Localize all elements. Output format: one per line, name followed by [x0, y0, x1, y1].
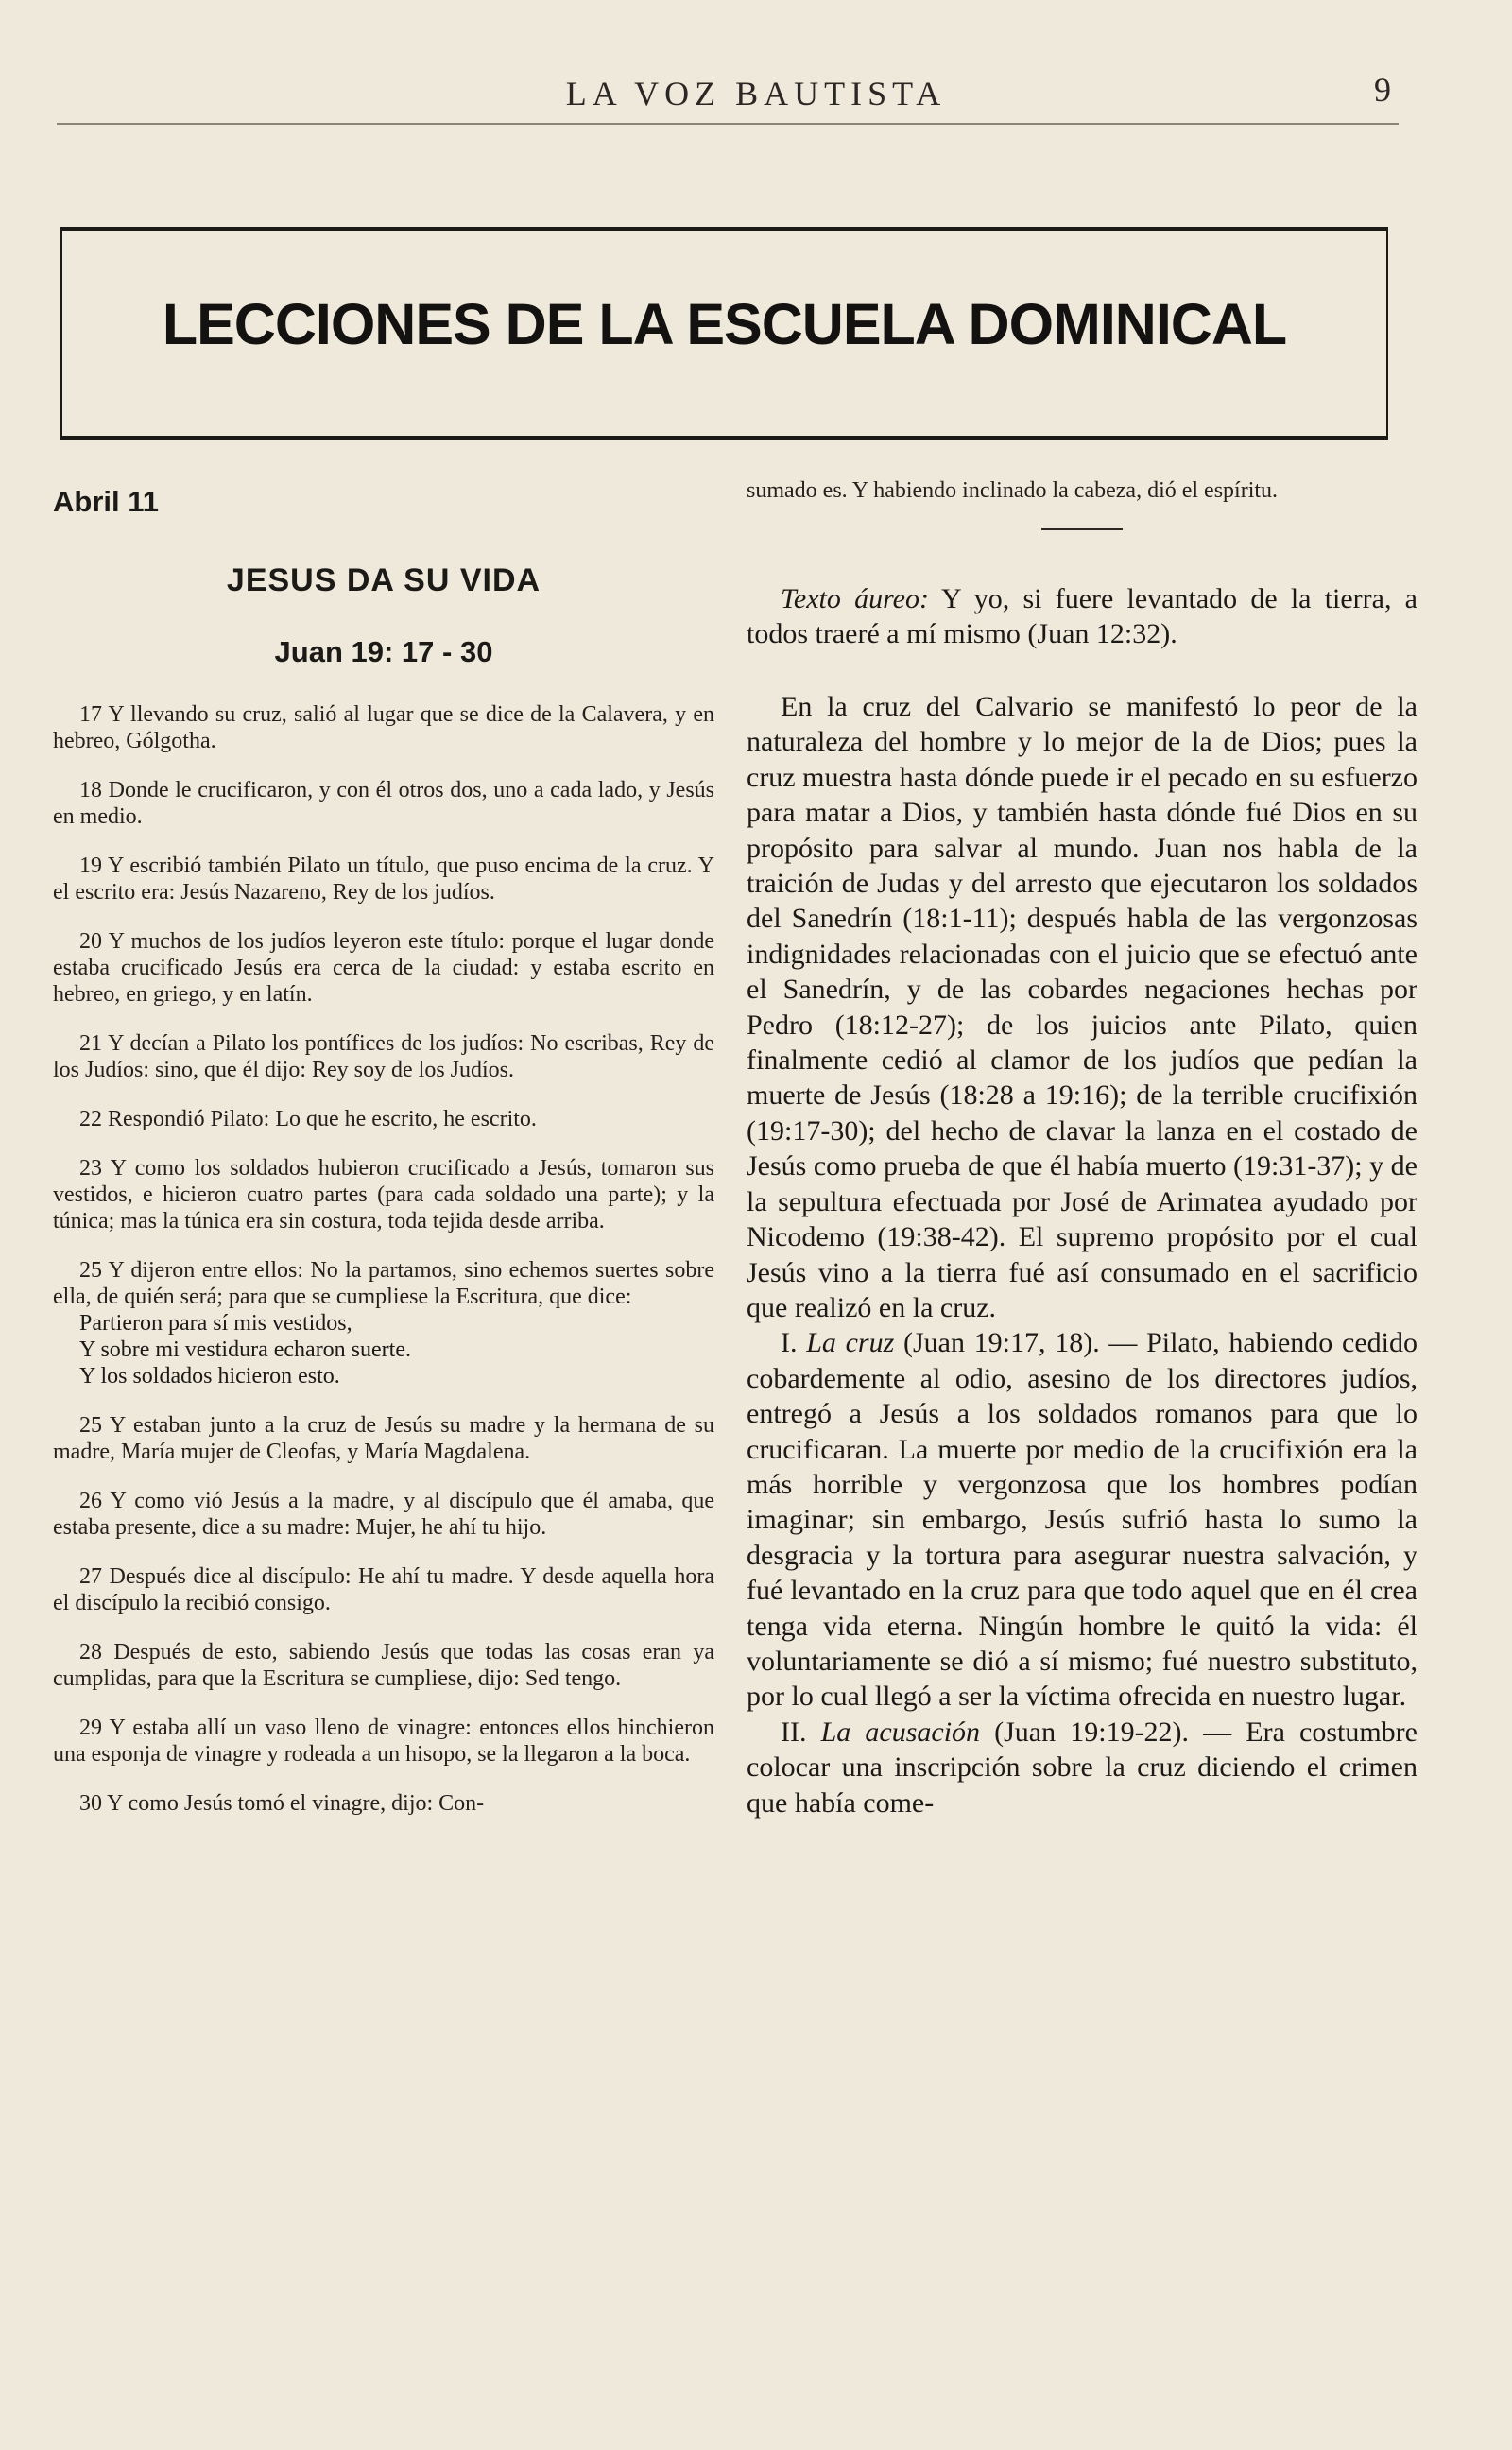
golden-text-label: Texto áureo: [781, 583, 929, 614]
verse: 21 Y decían a Pilato los pontífices de los judíos: No escribas, Rey de los Judíos: sino, que él dijo: Rey soy de los Judíos. [53, 1031, 714, 1082]
section-body: (Juan 19:17, 18). — Pilato, habiendo cedido cobardemente al odio, asesino de los directores judíos, entregó a Jesús a los soldados romanos para que lo crucificaran. La muerte por medio de la crucifixión era la más horrible y vergonzosa que los hombres podían imaginar; sin embargo, Jesús sufrió hasta lo sumo la desgracia y la tortura para asegurar nuestra salvación, y fué levantado en la cruz para que todo aquel que en él crea tenga vida eterna. Ningún hombre le quitó la vida: él voluntariamente se dió a sí mismo; fué nuestro substituto, por lo cual llegó a ser la víctima ofrecida en nuestro lugar. [747, 1327, 1418, 1713]
verse: 20 Y muchos de los judíos leyeron este título: porque el lugar donde estaba crucificado Jesús era cerca de la ciudad: y estaba escrito en hebreo, en griego, y en latín. [53, 929, 714, 1007]
verse: 28 Después de esto, sabiendo Jesús que todas las cosas eran ya cumplidas, para que la Escritura se cumpliese, dijo: Sed tengo. [53, 1640, 714, 1691]
section-heading: La cruz [806, 1327, 895, 1359]
section-number: II. [781, 1716, 821, 1748]
section-banner [60, 227, 1388, 440]
verse: 26 Y como vió Jesús a la madre, y al discípulo que él amaba, que estaba presente, dice a su madre: Mujer, he ahí tu hijo. [53, 1489, 714, 1540]
verse-continuation: sumado es. Y habiendo inclinado la cabeza, dió el espíritu. [747, 478, 1279, 503]
verse: 19 Y escribió también Pilato un título, que puso encima de la cruz. Y el escrito era: Jesús Nazareno, Rey de los judíos. [53, 854, 714, 905]
section-heading: La acusación [820, 1716, 981, 1748]
verse: 23 Y como los soldados hubieron crucificado a Jesús, tomaron sus vestidos, e hicieron cuatro partes (para cada soldado una parte); y la túnica; mas la túnica era sin costura, toda tejida desde arriba. [53, 1156, 714, 1234]
section-cross [747, 1325, 1418, 1714]
verse: 18 Donde le crucificaron, y con él otros dos, uno a cada lado, y Jesús en medio. [53, 778, 714, 829]
verse: 25 Y dijeron entre ellos: No la partamos, sino echemos suertes sobre ella, de quién será; para que se cumpliese la Escritura, que dice: [53, 1258, 714, 1309]
poem-line: Partieron para sí mis vestidos, [79, 1311, 352, 1336]
verse: 30 Y como Jesús tomó el vinagre, dijo: Con- [79, 1791, 485, 1816]
golden-text-body: Y yo, si fuere levantado de la tierra, a todos traeré a mí mismo (Juan 12:32). [747, 583, 1418, 649]
verse: 27 Después dice al discípulo: He ahí tu madre. Y desde aquella hora el discípulo la recibió consigo. [53, 1564, 714, 1615]
verse: 29 Y estaba allí un vaso lleno de vinagre: entonces ellos hinchieron una esponja de vinagre y rodeada a un hisopo, se la llegaron a la boca. [53, 1716, 714, 1767]
left-column [53, 477, 714, 1839]
lesson-reference: Juan 19: 17 - 30 [274, 635, 493, 668]
intro-paragraph: En la cruz del Calvario se manifestó lo peor de la naturaleza del hombre y lo mejor de la de Dios; pues la cruz muestra hasta dónde puede ir el pecado en su esfuerzo para matar a Dios, y también hasta dónde fué Dios en su propósito para salvar al mundo. Juan nos habla de la traición de Judas y del arresto que ejecutaron los soldados del Sanedrín (18:1-11); después habla de las vergonzosas indignidades relacionadas con el juicio que se efectuó ante el Sanedrín, y de las cobardes negaciones hechas por Pedro (18:12-27); de los juicios ante Pilato, quien finalmente cedió al clamor de los judíos que pedían la muerte de Jesús (18:28 a 19:16); de la terrible crucifixión (19:17-30); del hecho de clavar la lanza en el costado de Jesús como prueba de que él había muerto (19:31-37); y de la sepultura efectuada por José de Arimatea ayudado por Nicodemo (19:38-42). El supremo propósito por el cual Jesús vino a la tierra fué así consumado en el sacrificio que realizó en la cruz. [747, 691, 1418, 1323]
running-head [0, 71, 1512, 121]
verse: 22 Respondió Pilato: Lo que he escrito, he escrito. [79, 1107, 537, 1131]
verse: 25 Y estaban junto a la cruz de Jesús su madre y la hermana de su madre, María mujer de Cleofas, y María Magdalena. [53, 1413, 714, 1464]
banner-title: LECCIONES DE LA ESCUELA DOMINICAL [162, 292, 1287, 356]
section-body: (Juan 19:19-22). — Era costumbre colocar una inscripción sobre la cruz diciendo el crimen que había come- [747, 1716, 1418, 1819]
poem-quote [53, 1310, 714, 1389]
publication-title: LA VOZ BAUTISTA [565, 75, 947, 112]
separator-rule [1041, 528, 1123, 530]
header-rule [57, 123, 1399, 125]
poem-line: Y sobre mi vestidura echaron suerte. [79, 1337, 411, 1362]
lesson-title: JESUS DA SU VIDA [226, 562, 541, 598]
lesson-date: Abril 11 [53, 485, 159, 518]
section-number: I. [781, 1327, 807, 1359]
verse: 17 Y llevando su cruz, salió al lugar que se dice de la Calavera, y en hebreo, Gólgotha. [53, 702, 714, 753]
section-accusation [747, 1715, 1418, 1820]
page-number: 9 [1374, 71, 1391, 109]
right-column [747, 477, 1418, 1820]
golden-text [747, 581, 1418, 651]
poem-line: Y los soldados hicieron esto. [79, 1364, 340, 1389]
